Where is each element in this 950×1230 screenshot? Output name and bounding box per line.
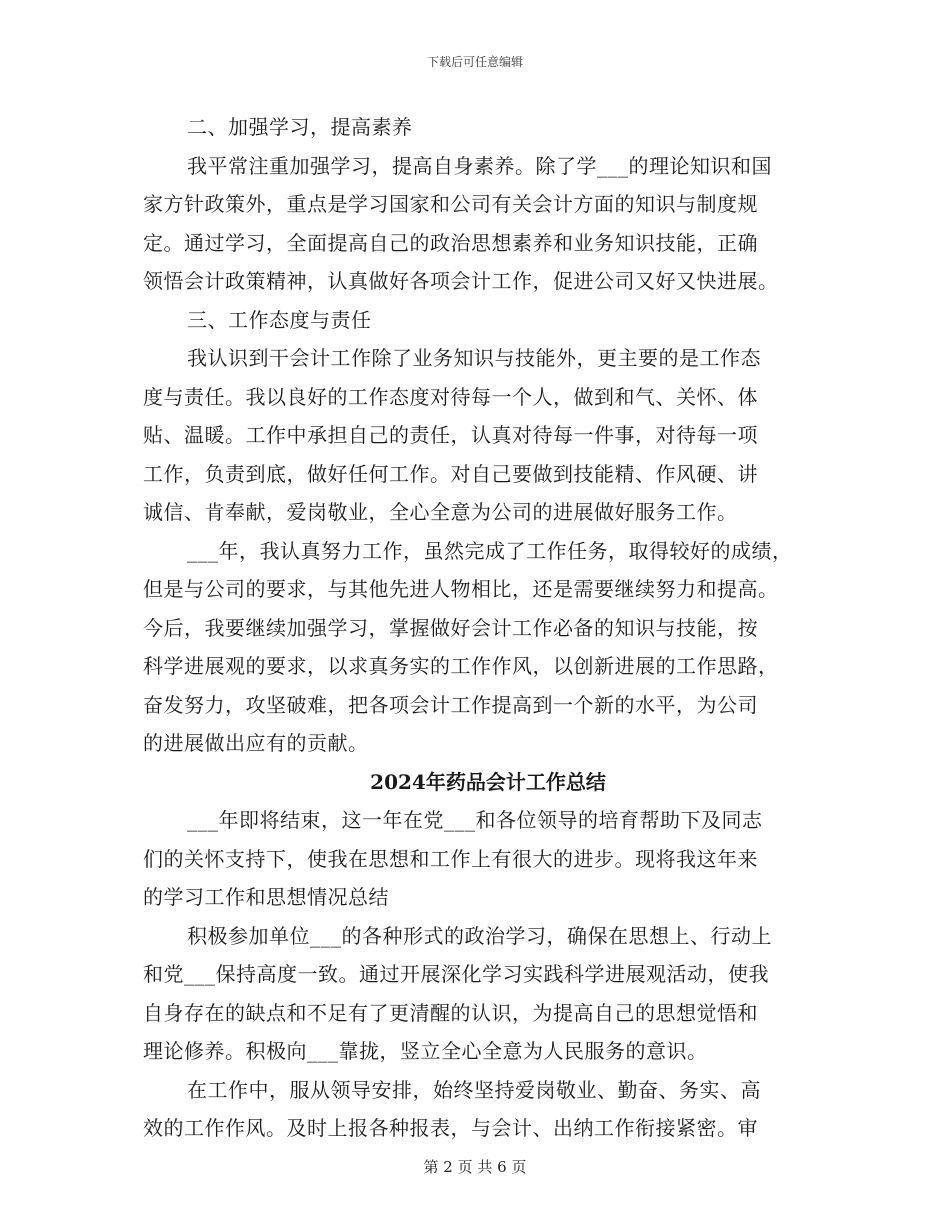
paragraph-line: 和党___保持高度一致。通过开展深化学习实践科学进展观活动，使我 [143, 962, 769, 986]
page-number-footer: 第 2 页 共 6 页 [423, 1158, 527, 1176]
paragraph-line: 度与责任。我以良好的工作态度对待每一个人，做到和气、关怀、体 [143, 384, 758, 409]
paragraph-line: 效的工作作风。及时上报各种报表，与会计、出纳工作衔接紧密。审 [143, 1116, 758, 1140]
section-heading: 二、加强学习，提高素养 [187, 115, 413, 139]
paragraph-line: 我平常注重加强学习，提高自身素养。除了学___的理论知识和国 [187, 153, 772, 178]
paragraph-line: 贴、温暖。工作中承担自己的责任，认真对待每一件事，对待每一项 [143, 423, 758, 447]
paragraph-line: 诚信、肯奉献，爱岗敬业，全心全意为公司的进展做好服务工作。 [143, 500, 738, 524]
paragraph-line: 的学习工作和思想情况总结 [143, 885, 389, 909]
paragraph-line: 工作，负责到底，做好任何工作。对自己要做到技能精、作风硬、讲 [143, 461, 758, 486]
document-title: 2024年药品会计工作总结 [370, 769, 606, 794]
paragraph-line: ___年，我认真努力工作，虽然完成了工作任务，取得较好的成绩， [187, 538, 793, 563]
paragraph-line: 领悟会计政策精神，认真做好各项会计工作，促进公司又好又快进展。 [143, 269, 779, 293]
paragraph-line: 家方针政策外，重点是学习国家和公司有关会计方面的知识与制度规 [143, 192, 758, 216]
paragraph-line: 奋发努力，攻坚破难，把各项会计工作提高到一个新的水平，为公司 [143, 692, 758, 717]
paragraph-line: 的进展做出应有的贡献。 [143, 731, 369, 755]
paragraph-line: 今后，我要继续加强学习，掌握做好会计工作必备的知识与技能，按 [143, 615, 758, 640]
paragraph-line: 科学进展观的要求，以求真务实的工作作风，以创新进展的工作思路， [143, 654, 779, 678]
paragraph-line: 在工作中，服从领导安排，始终坚持爱岗敬业、勤奋、务实、高 [187, 1077, 761, 1102]
paragraph-line: 定。通过学习，全面提高自己的政治思想素养和业务知识技能，正确 [143, 230, 758, 255]
paragraph-line: ___年即将结束，这一年在党___和各位领导的培育帮助下及同志 [187, 808, 763, 832]
page-header: 下载后可任意编辑 [426, 55, 523, 69]
section-heading: 三、工作态度与责任 [187, 307, 372, 332]
paragraph-line: 自身存在的缺点和不足有了更清醒的认识，为提高自己的思想觉悟和 [143, 1000, 758, 1025]
document-body [143, 108, 823, 1148]
paragraph-line: 我认识到干会计工作除了业务知识与技能外，更主要的是工作态 [187, 346, 761, 370]
paragraph-line: 们的关怀支持下，使我在思想和工作上有很大的进步。现将我这年来 [143, 846, 758, 871]
paragraph-line: 积极参加单位___的各种形式的政治学习，确保在思想上、行动上 [187, 923, 772, 948]
paragraph-line: 但是与公司的要求，与其他先进人物相比，还是需要继续努力和提高。 [143, 577, 779, 601]
paragraph-line: 理论修养。积极向___靠拢，竖立全心全意为人民服务的意识。 [143, 1039, 708, 1063]
